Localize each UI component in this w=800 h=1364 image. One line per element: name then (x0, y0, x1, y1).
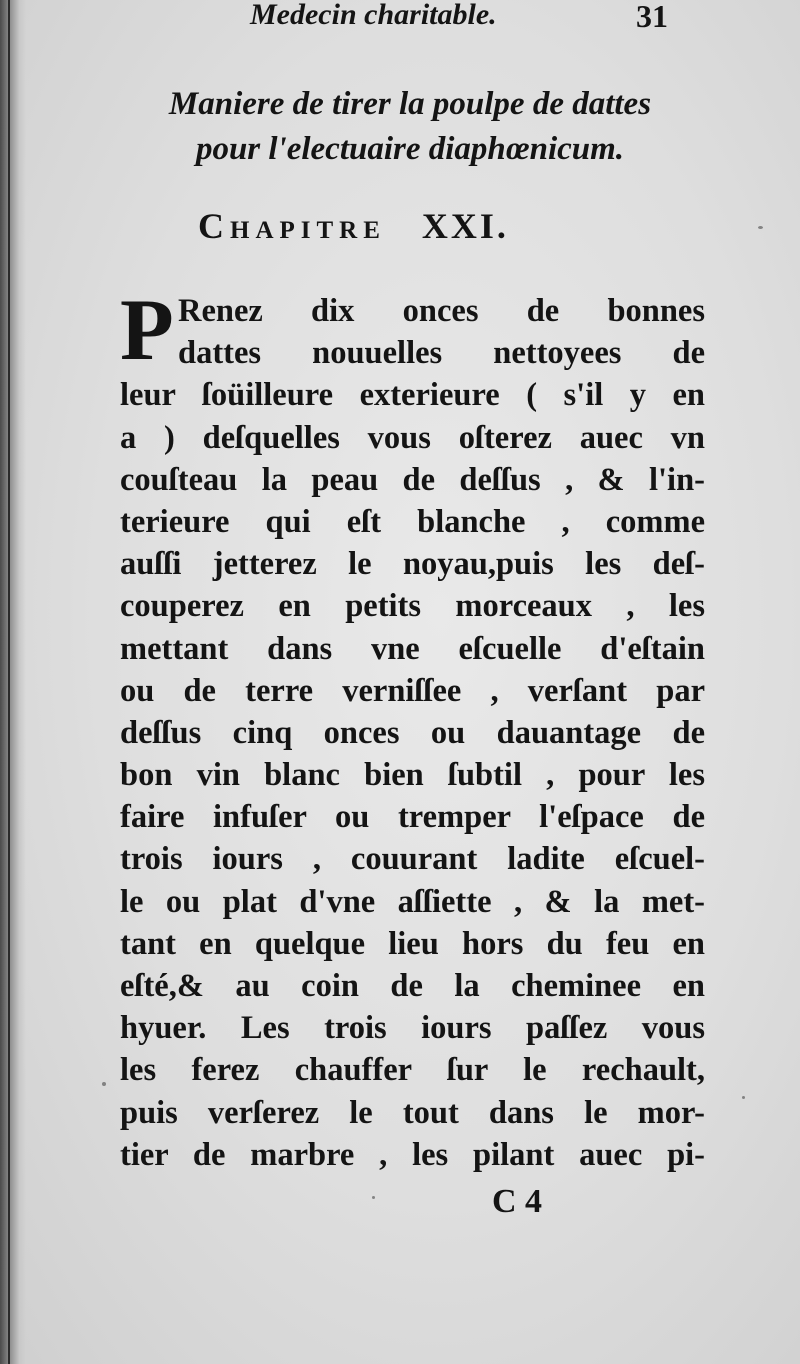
text-line: trois iours , couurant ladite eſcuel- (120, 841, 705, 878)
signature-mark: C 4 (492, 1183, 543, 1220)
paper-speck (742, 1096, 745, 1099)
text-line: eſté,& au coin de la cheminee en (120, 968, 705, 1004)
text-line: leur ſoüilleure exterieure ( s'il y en (120, 377, 705, 414)
binding-edge (8, 0, 10, 1364)
text-line: deſſus cinq onces ou dauantage de (120, 714, 705, 751)
text-line: a ) deſquelles vous oſterez auec vn (120, 419, 705, 456)
text-line: tant en quelque lieu hors du feu en (120, 925, 705, 962)
text-line: mettant dans vne eſcuelle d'eſtain (120, 630, 705, 667)
paper-speck (102, 1082, 106, 1086)
text-line: dattes nouuelles nettoyees de (178, 335, 705, 372)
chapter-number: XXI. (421, 206, 509, 246)
text-line: hyuer. Les trois iours paſſez vous (120, 1010, 705, 1047)
text-line: couperez en petits morceaux , les (120, 588, 705, 625)
text-line: le ou plat d'vne aſſiette , & la met- (120, 883, 705, 920)
text-line: auſſi jetterez le noyau,puis les deſ- (120, 546, 705, 583)
body-text (120, 282, 705, 1176)
text-line: tier de marbre , les pilant auec pi- (120, 1136, 705, 1173)
section-title-line-2: pour l'electuaire diaphœnicum. (195, 131, 625, 167)
section-title-line-1: Maniere de tirer la poulpe de dattes (168, 86, 652, 122)
text-line: couſteau la peau de deſſus , & l'in- (120, 461, 705, 498)
text-line: les ferez chauffer ſur le rechault, (120, 1052, 705, 1089)
drop-cap: P (120, 282, 174, 379)
text-line: bon vin blanc bien ſubtil , pour les (120, 757, 705, 794)
chapter-label: Chapitre (198, 206, 386, 246)
running-head: Medecin charitable. (250, 0, 497, 31)
page-number: 31 (636, 0, 668, 34)
text-line: puis verſerez le tout dans le mor- (120, 1094, 705, 1131)
text-line: ou de terre verniſſee , verſant par (120, 672, 705, 709)
text-line: faire infuſer ou tremper l'eſpace de (120, 799, 705, 836)
text-line: Renez dix onces de bonnes (178, 293, 705, 329)
section-title (110, 82, 710, 172)
paper-speck (372, 1196, 375, 1199)
text-line: terieure qui eſt blanche , comme (120, 503, 705, 540)
chapter-heading (198, 205, 509, 247)
paper-speck (758, 226, 763, 229)
binding-gutter (0, 0, 26, 1364)
